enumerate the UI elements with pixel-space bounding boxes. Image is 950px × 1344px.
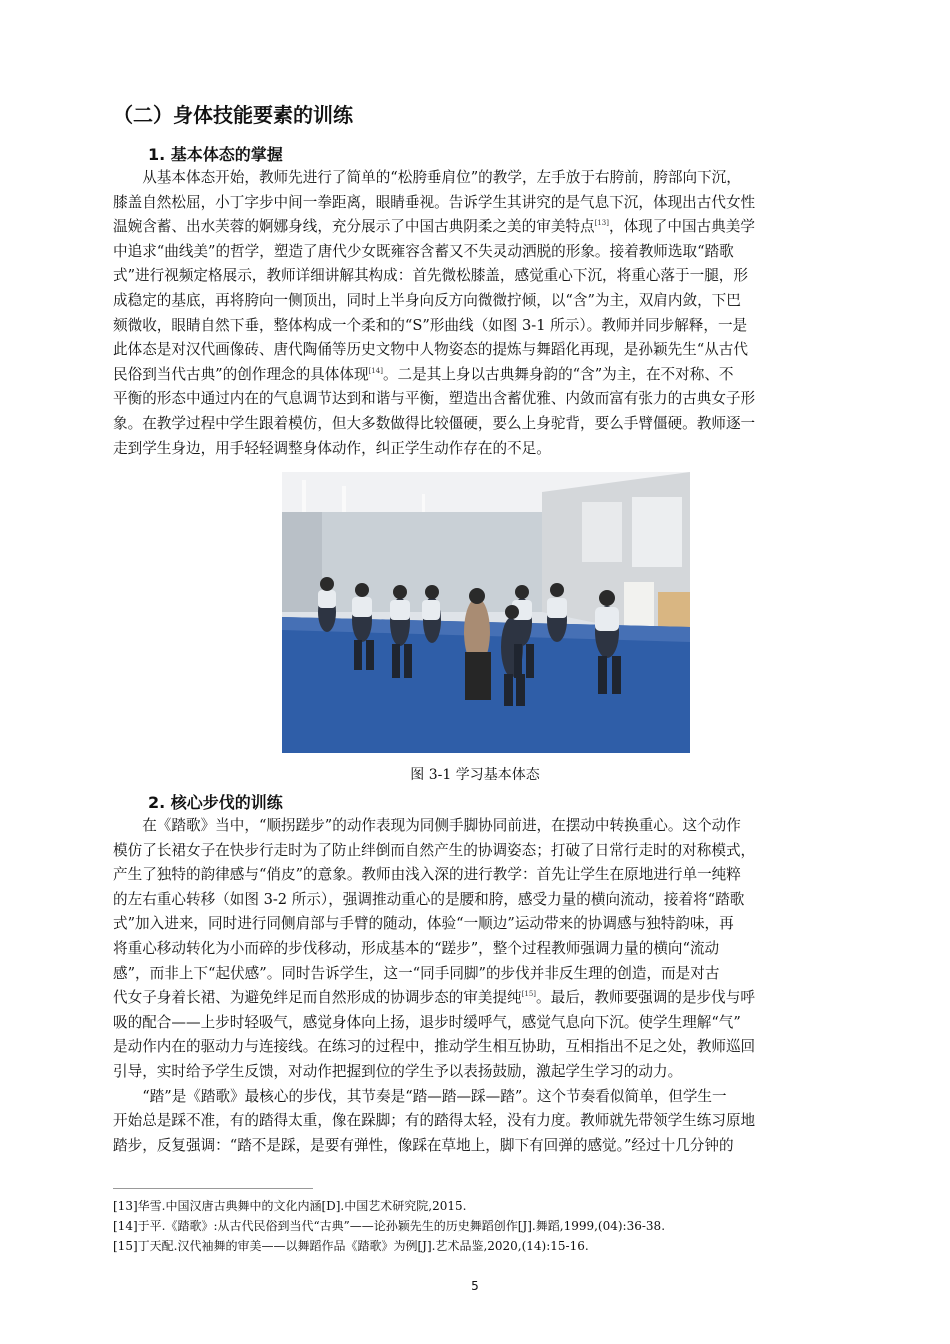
footnote-divider: [113, 1188, 313, 1189]
text-line: 中追求“曲线美”的哲学，塑造了唐代少女既雍容含蓄又不失灵动洒脱的形象。接着教师选取“踏歌: [113, 242, 734, 260]
text-line: 平衡的形态中通过内在的气息调节达到和谐与平衡，塑造出含蓄优雅、内敛而富有张力的古典女子形: [113, 390, 756, 408]
page-number: 5: [471, 1279, 479, 1293]
footnote-14: [14]于平.《踏歌》:从古代民俗到当代“古典”——论孙颖先生的历史舞蹈创作[J].舞蹈,1999,(04):36-38.: [113, 1219, 666, 1233]
paragraph-basic-posture: [113, 166, 859, 461]
text-line: 温婉含蓄、出水芙蓉的婀娜身线，充分展示了中国古典阴柔之美的审美特点[13]，体现了中国古典美学: [113, 218, 755, 236]
footnote-13: [13]华雪.中国汉唐古典舞中的文化内涵[D].中国艺术研究院,2015.: [113, 1199, 467, 1213]
text-line: 式”加入进来，同时进行同侧肩部与手臂的随动，体验“一顺边”运动带来的协调感与独特韵味，再: [113, 915, 734, 933]
text-line: 代女子身着长裙、为避免绊足而自然形成的协调步态的审美提纯[15]。最后，教师要强调的是步伐与呼: [113, 989, 755, 1007]
text-line: 在《踏歌》当中，“顺拐蹉步”的动作表现为同侧手脚协同前进，在摆动中转换重心。这个动作: [113, 817, 741, 834]
text-line: 感”，而非上下“起伏感”。同时告诉学生，这一“同手同脚”的步伐并非反生理的创造，而是对古: [113, 964, 720, 982]
text-line: 此体态是对汉代画像砖、唐代陶俑等历史文物中人物姿态的提炼与舞蹈化再现，是孙颖先生“从古代: [113, 341, 748, 359]
subsection-heading-2: 2. 核心步伐的训练: [148, 793, 283, 812]
citation-13[interactable]: [13]: [594, 219, 609, 228]
subsection-heading-1: 1. 基本体态的掌握: [148, 145, 283, 164]
citation-15[interactable]: [15]: [521, 990, 537, 999]
footnotes: [113, 1196, 873, 1256]
text-line: 吸的配合——上步时轻吸气，感觉身体向上扬，退步时缓呼气，感觉气息向下沉。使学生理解“气”: [113, 1013, 741, 1031]
text-line: 从基本体态开始，教师先进行了简单的“松胯垂肩位”的教学，左手放于右胯前，胯部向下沉，: [113, 169, 741, 186]
text-line: 模仿了长裙女子在快步行走时为了防止绊倒而自然产生的协调姿态；打破了日常行走时的对称模式，: [113, 841, 756, 859]
footnote-15: [15]丁天配.汉代袖舞的审美——以舞蹈作品《踏歌》为例[J].艺术品鉴,2020,(14):15-16.: [113, 1239, 589, 1253]
text-line: 是动作内在的驱动力与连接线。在练习的过程中，推动学生相互协助，互相指出不足之处，教师巡回: [113, 1038, 756, 1056]
text-line: 的左右重心转移（如图 3-2 所示），强调推动重心的是腰和胯，感受力量的横向流动，接着将“踏歌: [113, 890, 745, 908]
citation-14[interactable]: [14]: [368, 366, 383, 375]
text-line: 象。在教学过程中学生跟着模仿，但大多数做得比较僵硬，要么上身驼背，要么手臂僵硬。教师逐一: [113, 414, 756, 432]
text-line: 膝盖自然松屈，小丁字步中间一拳距离，眼睛垂视。告诉学生其讲究的是气息下沉，体现出古代女性: [113, 193, 756, 211]
text-line: 式”进行视频定格展示，教师详细讲解其构成：首先微松膝盖，感觉重心下沉，将重心落于一腿，形: [113, 267, 748, 285]
text-line: 走到学生身边，用手轻轻调整身体动作，纠正学生动作存在的不足。: [113, 439, 551, 457]
text-line: “踏”是《踏歌》最核心的步伐，其节奏是“踏—踏—踩—踏”。这个节奏看似简单，但学生一: [113, 1087, 727, 1105]
text-line: 将重心移动转化为小而碎的步伐移动，形成基本的“蹉步”，整个过程教师强调力量的横向“流动: [113, 939, 720, 957]
text-line: 引导，实时给予学生反馈，对动作把握到位的学生予以表扬鼓励，激起学生学习的动力。: [113, 1062, 683, 1080]
section-heading: （二）身体技能要素的训练: [113, 103, 353, 127]
text-line: 民俗到当代古典”的创作理念的具体体现[14]。二是其上身以古典舞身韵的“含”为主，在不对称、不: [113, 365, 734, 383]
paragraph-core-steps: [113, 814, 859, 1158]
text-line: 产生了独特的韵律感与“俏皮”的意象。教师由浅入深的进行教学：首先让学生在原地进行单一纯粹: [113, 866, 741, 884]
text-line: 开始总是踩不准，有的踏得太重，像在跺脚；有的踏得太轻，没有力度。教师就先带领学生练习原地: [113, 1112, 756, 1130]
text-line: 成稳定的基底，再将胯向一侧顶出，同时上半身向反方向微微拧倾，以“含”为主，双肩内敛，下巴: [113, 291, 741, 309]
text-line: 颏微收，眼睛自然下垂，整体构成一个柔和的“S”形曲线（如图 3-1 所示）。教师并同步解释，一是: [113, 316, 748, 334]
figure-caption: 图 3-1 学习基本体态: [410, 767, 540, 783]
text-line: 踏步，反复强调：“踏不是踩，是要有弹性，像踩在草地上，脚下有回弹的感觉。”经过十几分钟的: [113, 1136, 734, 1154]
figure-3-1-photo: [282, 472, 690, 753]
